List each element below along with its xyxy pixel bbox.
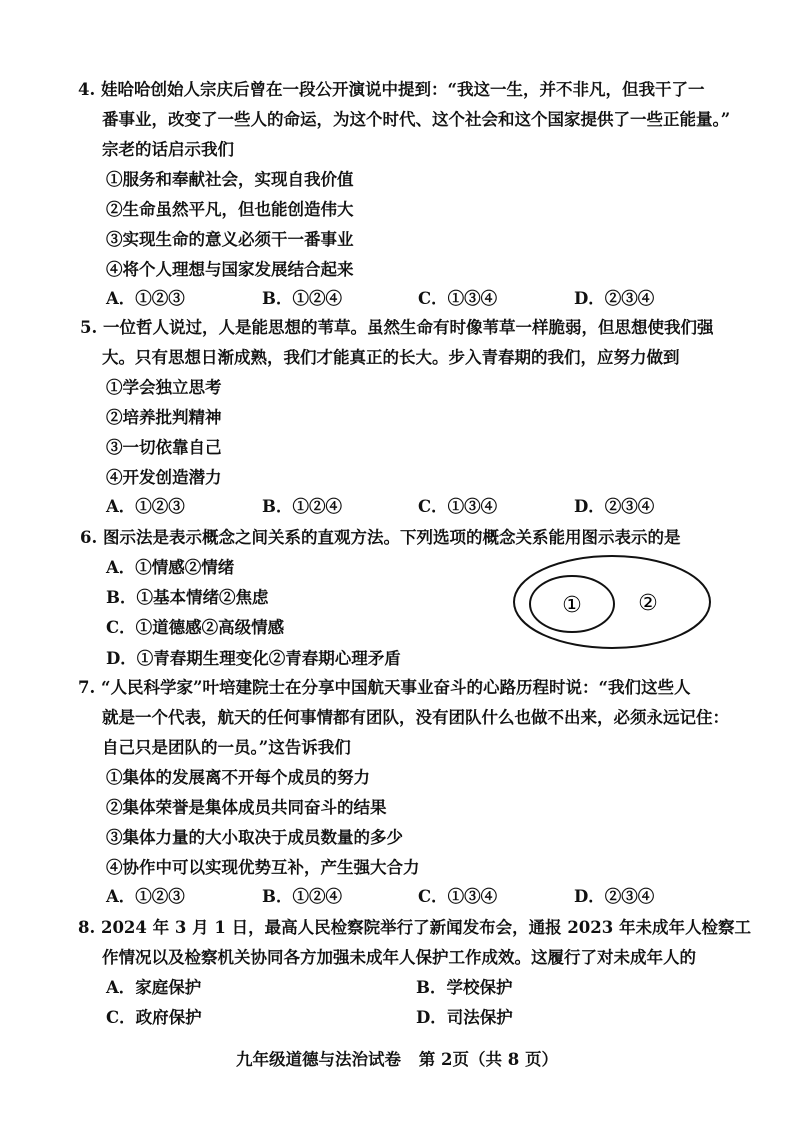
q7-item-2: ②集体荣誉是集体成员共同奋斗的结果 <box>106 798 387 817</box>
concept-venn-diagram <box>510 552 716 652</box>
q5-option-a[interactable]: A．①②③ <box>106 497 185 516</box>
q4-option-d[interactable]: D．②③④ <box>574 289 655 308</box>
q5-item-4: ④开发创造潜力 <box>106 468 222 487</box>
q6-option-d[interactable]: D．①青春期生理变化②青春期心理矛盾 <box>106 649 401 668</box>
q4-stem-line-3: 宗老的话启示我们 <box>102 140 234 159</box>
q5-item-3: ③一切依靠自己 <box>106 438 222 457</box>
q5-stem-line-2: 大。只有思想日渐成熟，我们才能真正的长大。步入青春期的我们，应努力做到 <box>102 348 680 367</box>
q4-item-2: ②生命虽然平凡，但也能创造伟大 <box>106 200 354 219</box>
q7-option-b[interactable]: B．①②④ <box>262 887 342 906</box>
q7-item-4: ④协作中可以实现优势互补，产生强大合力 <box>106 858 420 877</box>
page-footer <box>0 1046 794 1070</box>
q7-item-1: ①集体的发展离不开每个成员的努力 <box>106 768 370 787</box>
q4-stem-line-2: 番事业，改变了一些人的命运，为这个时代、这个社会和这个国家提供了一些正能量。” <box>102 110 731 129</box>
outer-ellipse <box>514 556 710 648</box>
q4-option-a[interactable]: A．①②③ <box>106 289 185 308</box>
q8-option-d[interactable]: D．司法保护 <box>416 1008 513 1027</box>
q5-option-d[interactable]: D．②③④ <box>574 497 655 516</box>
q4-option-b[interactable]: B．①②④ <box>262 289 342 308</box>
footer-page-number: 第 2页（共 8 页） <box>418 1050 558 1069</box>
q7-stem-line-2: 就是一个代表，航天的任何事情都有团队，没有团队什么也做不出来，必须永远记住： <box>102 708 729 727</box>
q8-option-c[interactable]: C．政府保护 <box>106 1008 202 1027</box>
q7-stem-line-3: 自己只是团队的一员。”这告诉我们 <box>102 738 351 757</box>
q8-stem-line-1: 8. 2024 年 3 月 1 日，最高人民检察院举行了新闻发布会，通报 2023 年未成年人检察工 <box>78 918 751 937</box>
q6-option-b[interactable]: B．①基本情绪②焦虑 <box>106 588 269 607</box>
q4-option-c[interactable]: C．①③④ <box>418 289 498 308</box>
q4-item-1: ①服务和奉献社会，实现自我价值 <box>106 170 354 189</box>
q8-option-a[interactable]: A．家庭保护 <box>106 978 202 997</box>
q6-option-a[interactable]: A．①情感②情绪 <box>106 558 235 577</box>
q5-option-c[interactable]: C．①③④ <box>418 497 498 516</box>
q7-option-a[interactable]: A．①②③ <box>106 887 185 906</box>
q5-stem-line-1: 5. 一位哲人说过，人是能思想的苇草。虽然生命有时像苇草一样脆弱，但思想使我们强 <box>80 318 714 337</box>
footer-exam-title: 九年级道德与法治试卷 <box>236 1050 402 1069</box>
q6-stem-line-1: 6. 图示法是表示概念之间关系的直观方法。下列选项的概念关系能用图示表示的是 <box>80 528 681 547</box>
q4-item-3: ③实现生命的意义必须干一番事业 <box>106 230 354 249</box>
q5-item-2: ②培养批判精神 <box>106 408 222 427</box>
q5-item-1: ①学会独立思考 <box>106 378 222 397</box>
inner-label: ① <box>562 593 582 618</box>
q7-option-d[interactable]: D．②③④ <box>574 887 655 906</box>
q6-option-c[interactable]: C．①道德感②高级情感 <box>106 618 285 637</box>
q7-option-c[interactable]: C．①③④ <box>418 887 498 906</box>
q7-stem-line-1: 7. “人民科学家”叶培建院士在分享中国航天事业奋斗的心路历程时说：“我们这些人 <box>78 678 691 697</box>
q4-item-4: ④将个人理想与国家发展结合起来 <box>106 260 354 279</box>
q8-stem-line-2: 作情况以及检察机关协同各方加强未成年人保护工作成效。这履行了对未成年人的 <box>102 948 696 967</box>
q7-item-3: ③集体力量的大小取决于成员数量的多少 <box>106 828 403 847</box>
q5-option-b[interactable]: B．①②④ <box>262 497 342 516</box>
outer-label: ② <box>638 591 658 616</box>
q8-option-b[interactable]: B．学校保护 <box>416 978 513 997</box>
q4-stem-line-1: 4. 娃哈哈创始人宗庆后曾在一段公开演说中提到：“我这一生，并不非凡，但我干了一 <box>78 80 705 99</box>
